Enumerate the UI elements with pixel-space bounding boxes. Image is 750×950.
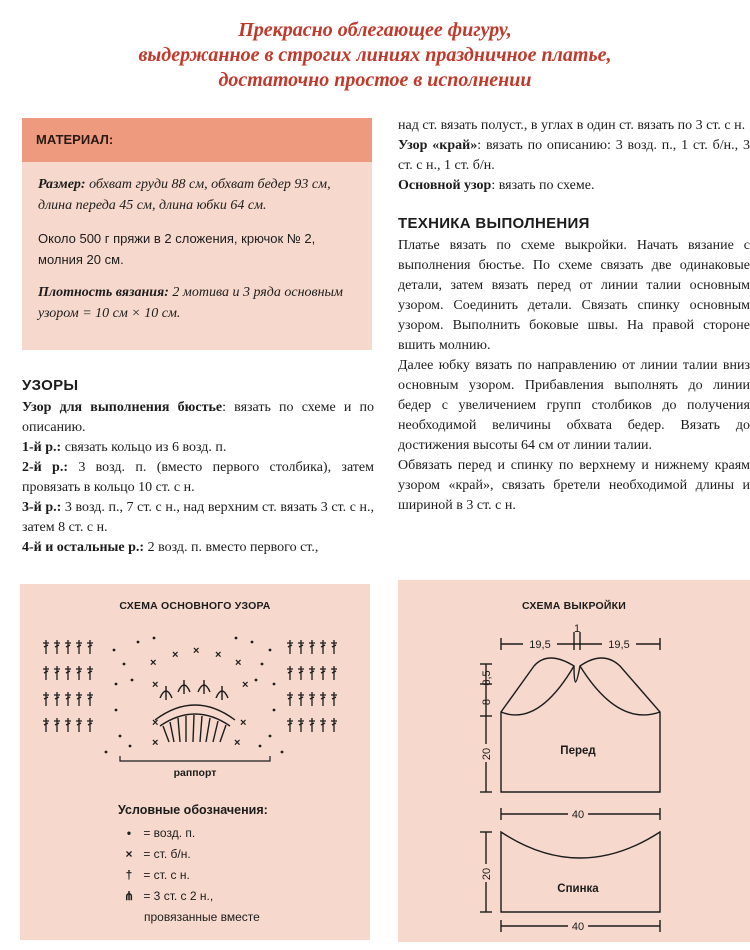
dim-v1: 8,5 [481, 670, 493, 686]
row-4 [22, 538, 374, 558]
dc-stitch-mark [43, 692, 49, 706]
dc-stitch-mark [43, 718, 49, 732]
dc-stitch-mark [298, 666, 304, 680]
legend [118, 800, 268, 928]
main-text: : вязать по схеме. [491, 178, 595, 193]
dc-stitch-mark [309, 666, 315, 680]
technique-paragraph-1: Платье вязать по схеме выкройки. Начать вязание с выполнения бюстье. По схеме связать две одинаковые детали, затем вязать перед от линии талии основным узором. Соединить детали. Связать спинку основным узором. Выполнить боковые швы. На правой стороне вшить молнию. [398, 238, 750, 353]
dc-stitch-mark [87, 640, 93, 654]
dc-stitch-mark [298, 640, 304, 654]
chain-dot [129, 745, 132, 748]
row-1-label: 1-й р.: [22, 440, 62, 455]
dc-stitch-mark [43, 666, 49, 680]
back-width: 40 [571, 921, 585, 933]
material-box [22, 118, 372, 350]
dc-stitch-mark [309, 640, 315, 654]
main-pattern [398, 176, 750, 196]
bodice-label: Узор для выполнения бюстье [22, 400, 223, 415]
dc-stitch-mark [65, 666, 71, 680]
pattern-diagram [398, 602, 750, 942]
dc-stitch-mark [331, 666, 337, 680]
chain-dot [119, 735, 122, 738]
svg-text:×: × [242, 679, 249, 691]
chain-dot [115, 683, 118, 686]
row-3 [22, 498, 374, 538]
dc-stitch-mark [287, 666, 293, 680]
dc-stitch-mark [331, 718, 337, 732]
density-label: Плотность вязания: [38, 285, 169, 300]
legend-text-sc: = ст. б/н. [143, 847, 191, 861]
back-piece-outline [501, 832, 660, 912]
chain-dot [273, 709, 276, 712]
motif-crosses [150, 645, 248, 749]
technique-heading: ТЕХНИКА ВЫПОЛНЕНИЯ [398, 215, 590, 232]
dc-stitch-mark [320, 692, 326, 706]
dc-stitch-mark [87, 692, 93, 706]
legend-row-dc [118, 865, 268, 886]
yarn-text: Около 500 г пряжи в 2 сложения, крючок № 2, молния 20 см. [38, 231, 316, 267]
dc-stitch-mark [54, 692, 60, 706]
dc-stitch-mark [287, 640, 293, 654]
dc-stitch-mark [43, 640, 49, 654]
dc-stitch-mark [298, 718, 304, 732]
chain-dot [153, 637, 156, 640]
legend-row-cluster [118, 886, 268, 907]
dc-stitch-mark [287, 718, 293, 732]
dc-stitch-mark [76, 692, 82, 706]
dim-v2: 8 [481, 698, 493, 706]
repeat-label: раппорт [173, 767, 217, 779]
svg-text:×: × [152, 679, 159, 691]
dc-stitch-mark [65, 692, 71, 706]
right-stitch-group [287, 640, 337, 732]
dc-stitch-mark [76, 666, 82, 680]
chain-dot [269, 735, 272, 738]
dc-stitch-mark [309, 718, 315, 732]
chain-dot [123, 663, 126, 666]
dc-stitch-mark [320, 718, 326, 732]
single-crochet-icon: × [125, 847, 133, 861]
front-right-cup [580, 666, 660, 715]
svg-text:×: × [215, 649, 222, 661]
main-scheme-title: СХЕМА ОСНОВНОГО УЗОРА [119, 600, 271, 612]
back-label: Спинка [557, 883, 599, 895]
front-width: 40 [571, 809, 585, 821]
front-left-cup [501, 666, 574, 715]
dc-stitch-mark [76, 640, 82, 654]
svg-text:×: × [235, 657, 242, 669]
chain-dot [137, 641, 140, 644]
title-line-1: Прекрасно облегающее фигуру, [238, 19, 512, 41]
row-1 [22, 438, 374, 458]
svg-text:×: × [150, 657, 157, 669]
chain-dot [273, 683, 276, 686]
edge-pattern [398, 136, 750, 176]
title-line-3: достаточно простое в исполнении [218, 69, 532, 91]
back-height: 20 [481, 867, 493, 881]
size-paragraph [38, 174, 356, 216]
page-title [0, 18, 750, 93]
chain-dot [269, 649, 272, 652]
svg-text:×: × [193, 645, 200, 657]
edge-label: Узор «край» [398, 138, 478, 153]
row-2 [22, 458, 374, 498]
left-stitch-group [43, 640, 93, 732]
chain-dot [115, 709, 118, 712]
main-pattern-scheme [20, 584, 370, 940]
garment-pattern-scheme [398, 580, 750, 942]
svg-text:×: × [240, 717, 247, 729]
patterns-section [22, 376, 374, 558]
legend-row-chain [118, 823, 268, 844]
front-piece-outline [501, 658, 660, 792]
svg-text:×: × [152, 717, 159, 729]
main-label: Основной узор [398, 178, 492, 193]
dc-stitch-mark [87, 666, 93, 680]
legend-title: Условные обозначения: [118, 803, 268, 817]
repeat-bracket [120, 756, 270, 761]
chain-dot [255, 679, 258, 682]
chain-dot [261, 663, 264, 666]
legend-row-sc [118, 844, 268, 865]
dc-stitch-mark [76, 718, 82, 732]
row-3-text: 3 возд. п., 7 ст. с н., над верхним ст. вязать 3 ст. с н., затем 8 ст. с н. [22, 500, 374, 535]
legend-text-cluster: = 3 ст. с 2 н., [143, 889, 214, 903]
dim-v3: 20 [481, 747, 493, 761]
legend-text-chain: = возд. п. [143, 826, 196, 840]
technique-section [398, 116, 750, 516]
dc-stitch-mark [65, 718, 71, 732]
dc-stitch-mark [54, 718, 60, 732]
svg-text:×: × [172, 649, 179, 661]
svg-text:×: × [234, 737, 241, 749]
motif-center [155, 680, 235, 742]
technique-paragraph-2: Далее юбку вязать по направлению от линии талии вниз основным узором. Прибавления выполнять до линии бедер с увеличением групп столбиков до получения необходимой величины обхвата бедер. Вязать до достижения высоты 64 см от линии талии. [398, 358, 750, 453]
dc-stitch-mark [287, 692, 293, 706]
dc-stitch-mark [54, 666, 60, 680]
bodice-paragraph [22, 398, 374, 438]
front-label: Перед [560, 745, 596, 757]
dim-top-right: 19,5 [608, 639, 630, 651]
edge-text: : вязать по описанию: 3 возд. п., 1 ст. б/н., 3 ст. с н., 1 ст. б/н. [398, 138, 750, 173]
row-2-text: 3 возд. п. (вместо первого столбика), затем провязать в кольцо 10 ст. с н. [22, 460, 374, 495]
continuation-text: над ст. вязать полуст., в углах в один ст. вязать по 3 ст. с н. [398, 118, 746, 133]
bodice-text: : вязать по схеме и по описанию. [22, 400, 374, 435]
size-text: обхват груди 88 см, обхват бедер 93 см, длина переда 45 см, длина юбки 64 см. [38, 177, 331, 213]
legend-text-dc: = ст. с н. [143, 868, 190, 882]
cluster-stitch-icon: ⋔ [123, 889, 135, 903]
svg-text:×: × [152, 737, 159, 749]
dc-stitch-mark [54, 640, 60, 654]
row-2-label: 2-й р.: [22, 460, 68, 475]
chain-dot [281, 751, 284, 754]
chain-dot [131, 679, 134, 682]
dc-stitch-mark [87, 718, 93, 732]
dim-top-mid: 1 [573, 623, 581, 635]
double-crochet-icon: † [125, 868, 133, 882]
dc-stitch-mark [331, 640, 337, 654]
dc-stitch-mark [320, 666, 326, 680]
dc-stitch-mark [331, 692, 337, 706]
pattern-scheme-title: СХЕМА ВЫКРОЙКИ [521, 600, 627, 612]
dc-stitch-mark [320, 640, 326, 654]
dim-top-left: 19,5 [529, 639, 551, 651]
dc-stitch-mark [298, 692, 304, 706]
legend-row-cluster-cont [118, 907, 268, 928]
technique-paragraph-3: Обвязать перед и спинку по верхнему и нижнему краям узором «край», связать бретели необходимой длины и шириной в 3 ст. с н. [398, 458, 750, 513]
chain-stitch-icon: • [126, 826, 132, 840]
dc-stitch-mark [65, 640, 71, 654]
patterns-heading: УЗОРЫ [22, 377, 79, 394]
stitch-chart [20, 624, 370, 824]
row-3-label: 3-й р.: [22, 500, 62, 515]
material-heading: МАТЕРИАЛ: [22, 118, 372, 162]
density-paragraph [38, 282, 356, 324]
legend-text-cluster-cont: провязанные вместе [144, 910, 260, 924]
chain-dot [113, 649, 116, 652]
chain-dot [259, 745, 262, 748]
chain-dot [105, 751, 108, 754]
row-4-text: 2 возд. п. вместо первого ст., [144, 540, 319, 555]
chain-dot [235, 637, 238, 640]
row-1-text: связать кольцо из 6 возд. п. [61, 440, 227, 455]
dc-stitch-mark [309, 692, 315, 706]
title-line-2: выдержанное в строгих линиях праздничное платье, [138, 44, 612, 66]
density-text: 2 мотива и 3 ряда основным узором = 10 см × 10 см. [38, 285, 343, 321]
size-label: Размер: [38, 177, 86, 192]
row-4-label: 4-й и остальные р.: [22, 540, 145, 555]
chain-dot [251, 641, 254, 644]
